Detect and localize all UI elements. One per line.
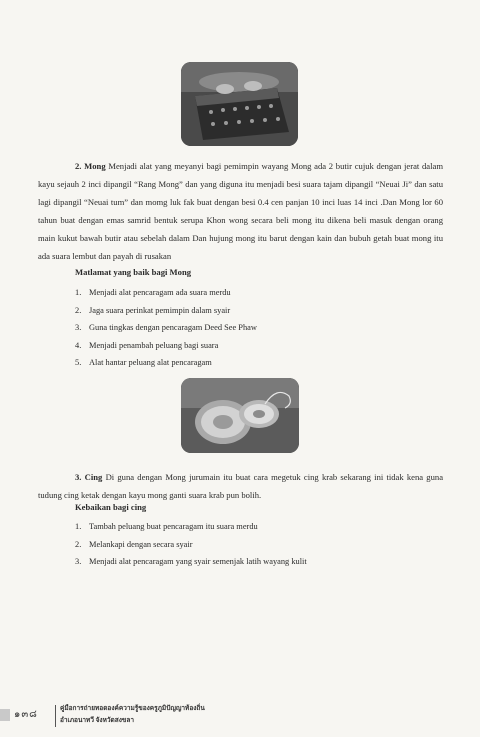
mong-title: 2. Mong (75, 161, 106, 171)
list-item: 2. Jaga suara perinkat pemimpin dalam syair (75, 305, 231, 315)
footer-shade (0, 709, 10, 721)
list-item: 1. Menjadi alat pencaragam ada suara merdu (75, 288, 231, 297)
cing-photo (181, 378, 299, 453)
mong-photo (181, 62, 298, 146)
list-item: 1. Tambah peluang buat pencaragam itu suara merdu (75, 522, 258, 531)
list-item: 5. Alat hantar peluang alat pencaragam (75, 358, 212, 367)
footer-location: อำเภอนาทวี จังหวัดสงขลา (60, 717, 134, 724)
mong-description (38, 157, 443, 265)
list-item: 2. Melankapi dengan secara syair (75, 539, 193, 549)
cing-title: 3. Cing (75, 472, 103, 482)
mong-body: Menjadi alat yang meyanyi bagi pemimpin wayang Mong ada 2 butir cujuk dengan jerat dalam kayu sejauh 2 inci dipangil “Rang Mong” dan yang diguna itu menjadi besi suara tajam dipangil “Neuai Ji” dan satu lagi dipangil “Neuai tum” dan momg luk fak buat dengan besi 0.4 cen panjan 10 inci luas 14 inci .Dan Mong lor 60 tahun buat dengan emas samrid bentuk serupa Khon wong secara beli mong itu dikena beli masuk dengan orang main kukut bawah butir atau sebelah dalam Dan hujung mong itu barut dengan kain dan bubuh getah buat mong itu ada suara lembut dan payah di rusakan (38, 161, 443, 261)
page-number: ๑๓๘ (14, 709, 38, 720)
list-item: 4. Menjadi penambah peluang bagi suara (75, 340, 219, 350)
cing-list-heading: Kebaikan bagi cing (75, 502, 147, 512)
cing-benefits-list (75, 518, 307, 571)
mong-list-heading: Matlamat yang baik bagi Mong (75, 267, 192, 277)
list-item: 3. Guna tingkas dengan pencaragam Deed See Phaw (75, 323, 257, 332)
footer-book-title: คู่มือการถ่ายทอดองค์ความรู้ของครูภูมิปัญญาท้องถิ่น (60, 705, 205, 712)
cing-body: Di guna dengan Mong jurumain itu buat cara megetuk cing krab sekarang ini tidak kena guna tudung cing ketak dengan kayu mong ganti suara krab pun bolih. (38, 472, 444, 500)
list-item: 3. Menjadi alat pencaragam yang syair semenjak latih wayang kulit (75, 557, 307, 566)
cing-description (38, 468, 443, 504)
mong-benefits-list (75, 284, 257, 372)
footer-divider (55, 705, 56, 727)
page-footer (0, 695, 480, 737)
